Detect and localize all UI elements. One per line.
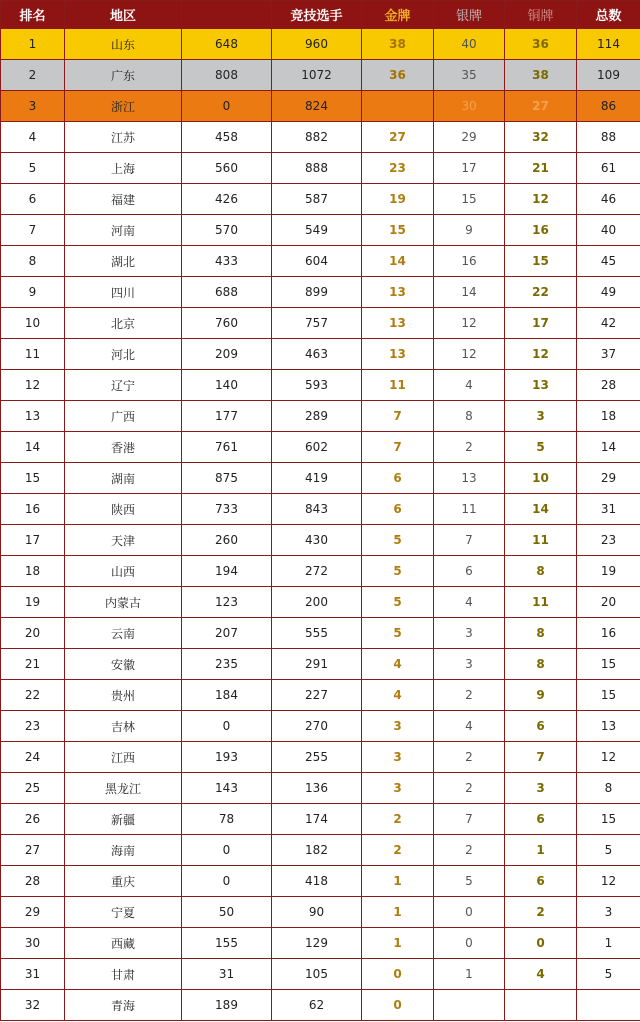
region-cell: 江西 [65,742,182,773]
bronze-cell: 3 [505,401,577,432]
total-cell: 15 [577,804,640,835]
total-cell: 20 [577,587,640,618]
value-cell: 760 [182,308,272,339]
bronze-cell: 17 [505,308,577,339]
rank-cell: 9 [1,277,65,308]
table-row [1,246,640,277]
bronze-cell: 15 [505,246,577,277]
value-cell: 0 [182,835,272,866]
region-cell: 山东 [65,29,182,60]
region-cell: 宁夏 [65,897,182,928]
bronze-cell: 6 [505,711,577,742]
bronze-cell: 8 [505,556,577,587]
athletes-cell: 899 [272,277,362,308]
total-cell: 61 [577,153,640,184]
region-cell: 上海 [65,153,182,184]
total-cell: 29 [577,463,640,494]
bronze-cell: 32 [505,122,577,153]
table-row [1,711,640,742]
region-cell: 福建 [65,184,182,215]
table-row [1,277,640,308]
bronze-cell: 14 [505,494,577,525]
value-cell: 761 [182,432,272,463]
total-cell: 28 [577,370,640,401]
total-cell: 12 [577,866,640,897]
header-silver: 银牌 [434,1,505,29]
athletes-cell: 602 [272,432,362,463]
region-cell: 河南 [65,215,182,246]
athletes-cell: 463 [272,339,362,370]
gold-cell: 5 [362,556,434,587]
value-cell: 808 [182,60,272,91]
value-cell: 194 [182,556,272,587]
value-cell: 193 [182,742,272,773]
gold-cell: 1 [362,897,434,928]
value-cell: 189 [182,990,272,1021]
silver-cell: 12 [434,339,505,370]
table-row [1,680,640,711]
value-cell: 0 [182,91,272,122]
total-cell: 8 [577,773,640,804]
value-cell: 733 [182,494,272,525]
athletes-cell: 272 [272,556,362,587]
total-cell: 5 [577,835,640,866]
region-cell: 湖北 [65,246,182,277]
athletes-cell: 824 [272,91,362,122]
table-row [1,60,640,91]
gold-cell: 27 [362,122,434,153]
silver-cell: 35 [434,60,505,91]
athletes-cell: 960 [272,29,362,60]
region-cell: 湖南 [65,463,182,494]
silver-cell: 17 [434,153,505,184]
gold-cell: 4 [362,649,434,680]
athletes-cell: 289 [272,401,362,432]
region-cell: 贵州 [65,680,182,711]
rank-cell: 6 [1,184,65,215]
rank-cell: 30 [1,928,65,959]
region-cell: 安徽 [65,649,182,680]
table-row [1,556,640,587]
silver-cell: 3 [434,618,505,649]
athletes-cell: 604 [272,246,362,277]
gold-cell: 3 [362,711,434,742]
table-row [1,91,640,122]
bronze-cell: 12 [505,184,577,215]
gold-cell: 3 [362,742,434,773]
total-cell: 42 [577,308,640,339]
gold-cell: 5 [362,525,434,556]
table-row [1,587,640,618]
bronze-cell: 6 [505,804,577,835]
bronze-cell: 16 [505,215,577,246]
rank-cell: 27 [1,835,65,866]
table-row [1,773,640,804]
athletes-cell: 430 [272,525,362,556]
value-cell: 123 [182,587,272,618]
athletes-cell: 555 [272,618,362,649]
rank-cell: 20 [1,618,65,649]
silver-cell: 13 [434,463,505,494]
region-cell: 青海 [65,990,182,1021]
silver-cell: 7 [434,804,505,835]
table-row [1,866,640,897]
athletes-cell: 418 [272,866,362,897]
region-cell: 浙江 [65,91,182,122]
gold-cell: 2 [362,804,434,835]
gold-cell: 36 [362,60,434,91]
gold-cell: 13 [362,339,434,370]
value-cell: 0 [182,711,272,742]
silver-cell: 16 [434,246,505,277]
table-row [1,618,640,649]
value-cell: 426 [182,184,272,215]
gold-cell: 5 [362,618,434,649]
rank-cell: 31 [1,959,65,990]
value-cell: 570 [182,215,272,246]
bronze-cell: 7 [505,742,577,773]
bronze-cell: 22 [505,277,577,308]
total-cell: 18 [577,401,640,432]
gold-cell: 1 [362,928,434,959]
value-cell: 155 [182,928,272,959]
silver-cell: 15 [434,184,505,215]
total-cell: 46 [577,184,640,215]
silver-cell: 5 [434,866,505,897]
gold-cell: 5 [362,587,434,618]
value-cell: 433 [182,246,272,277]
total-cell: 13 [577,711,640,742]
silver-cell: 2 [434,680,505,711]
rank-cell: 21 [1,649,65,680]
bronze-cell: 38 [505,60,577,91]
table-row [1,835,640,866]
header-row [1,1,640,29]
region-cell: 吉林 [65,711,182,742]
silver-cell: 2 [434,773,505,804]
rank-cell: 1 [1,29,65,60]
bronze-cell: 8 [505,649,577,680]
total-cell: 16 [577,618,640,649]
bronze-cell: 1 [505,835,577,866]
bronze-cell: 27 [505,91,577,122]
silver-cell: 0 [434,928,505,959]
rank-cell: 4 [1,122,65,153]
gold-cell: 13 [362,308,434,339]
total-cell: 31 [577,494,640,525]
total-cell: 14 [577,432,640,463]
rank-cell: 28 [1,866,65,897]
region-cell: 甘肃 [65,959,182,990]
gold-cell: 11 [362,370,434,401]
athletes-cell: 62 [272,990,362,1021]
bronze-cell: 36 [505,29,577,60]
total-cell: 15 [577,680,640,711]
rank-cell: 32 [1,990,65,1021]
bronze-cell: 5 [505,432,577,463]
region-cell: 天津 [65,525,182,556]
total-cell: 15 [577,649,640,680]
silver-cell: 4 [434,370,505,401]
header-rank: 排名 [1,1,65,29]
silver-cell: 1 [434,959,505,990]
region-cell: 广西 [65,401,182,432]
table-row [1,463,640,494]
value-cell: 688 [182,277,272,308]
rank-cell: 24 [1,742,65,773]
header-bronze: 铜牌 [505,1,577,29]
athletes-cell: 200 [272,587,362,618]
bronze-cell: 0 [505,928,577,959]
athletes-cell: 291 [272,649,362,680]
total-cell: 23 [577,525,640,556]
total-cell: 109 [577,60,640,91]
gold-cell: 19 [362,184,434,215]
bronze-cell: 2 [505,897,577,928]
athletes-cell: 90 [272,897,362,928]
athletes-cell: 227 [272,680,362,711]
value-cell: 648 [182,29,272,60]
rank-cell: 5 [1,153,65,184]
region-cell: 香港 [65,432,182,463]
bronze-cell: 9 [505,680,577,711]
silver-cell: 8 [434,401,505,432]
region-cell: 河北 [65,339,182,370]
value-cell: 875 [182,463,272,494]
athletes-cell: 129 [272,928,362,959]
athletes-cell: 182 [272,835,362,866]
total-cell: 40 [577,215,640,246]
value-cell: 458 [182,122,272,153]
table-row [1,897,640,928]
total-cell [577,990,640,1021]
rank-cell: 22 [1,680,65,711]
value-cell: 207 [182,618,272,649]
value-cell: 260 [182,525,272,556]
value-cell: 78 [182,804,272,835]
gold-cell: 3 [362,773,434,804]
total-cell: 12 [577,742,640,773]
rank-cell: 29 [1,897,65,928]
gold-cell [362,91,434,122]
gold-cell: 14 [362,246,434,277]
gold-cell: 6 [362,494,434,525]
gold-cell: 2 [362,835,434,866]
rank-cell: 19 [1,587,65,618]
header-total: 总数 [577,1,640,29]
gold-cell: 0 [362,990,434,1021]
gold-cell: 7 [362,401,434,432]
bronze-cell: 6 [505,866,577,897]
rank-cell: 3 [1,91,65,122]
rank-cell: 2 [1,60,65,91]
bronze-cell: 13 [505,370,577,401]
value-cell: 235 [182,649,272,680]
value-cell: 50 [182,897,272,928]
table-row [1,525,640,556]
table-body [1,29,640,1021]
table-row [1,122,640,153]
header-region: 地区 [65,1,182,29]
region-cell: 北京 [65,308,182,339]
header-col3 [182,1,272,29]
gold-cell: 0 [362,959,434,990]
region-cell: 江苏 [65,122,182,153]
header-athletes: 竞技选手 [272,1,362,29]
athletes-cell: 843 [272,494,362,525]
silver-cell: 14 [434,277,505,308]
rank-cell: 16 [1,494,65,525]
region-cell: 内蒙古 [65,587,182,618]
table-row [1,959,640,990]
athletes-cell: 888 [272,153,362,184]
silver-cell: 3 [434,649,505,680]
athletes-cell: 882 [272,122,362,153]
athletes-cell: 757 [272,308,362,339]
athletes-cell: 593 [272,370,362,401]
region-cell: 新疆 [65,804,182,835]
bronze-cell: 21 [505,153,577,184]
rank-cell: 18 [1,556,65,587]
value-cell: 140 [182,370,272,401]
silver-cell: 4 [434,587,505,618]
table-row [1,401,640,432]
table-row [1,370,640,401]
silver-cell: 30 [434,91,505,122]
total-cell: 1 [577,928,640,959]
total-cell: 19 [577,556,640,587]
value-cell: 184 [182,680,272,711]
athletes-cell: 255 [272,742,362,773]
silver-cell: 4 [434,711,505,742]
table-row [1,649,640,680]
silver-cell: 7 [434,525,505,556]
silver-cell: 12 [434,308,505,339]
value-cell: 0 [182,866,272,897]
rank-cell: 14 [1,432,65,463]
region-cell: 四川 [65,277,182,308]
gold-cell: 1 [362,866,434,897]
table-row [1,928,640,959]
total-cell: 45 [577,246,640,277]
silver-cell: 6 [434,556,505,587]
rank-cell: 26 [1,804,65,835]
silver-cell: 0 [434,897,505,928]
silver-cell [434,990,505,1021]
total-cell: 49 [577,277,640,308]
total-cell: 114 [577,29,640,60]
silver-cell: 2 [434,432,505,463]
region-cell: 重庆 [65,866,182,897]
rank-cell: 8 [1,246,65,277]
athletes-cell: 105 [272,959,362,990]
rank-cell: 23 [1,711,65,742]
table-row [1,432,640,463]
silver-cell: 11 [434,494,505,525]
silver-cell: 40 [434,29,505,60]
bronze-cell: 12 [505,339,577,370]
total-cell: 86 [577,91,640,122]
gold-cell: 15 [362,215,434,246]
region-cell: 西藏 [65,928,182,959]
region-cell: 海南 [65,835,182,866]
athletes-cell: 1072 [272,60,362,91]
table-row [1,990,640,1021]
region-cell: 云南 [65,618,182,649]
rank-cell: 12 [1,370,65,401]
silver-cell: 2 [434,835,505,866]
region-cell: 黑龙江 [65,773,182,804]
athletes-cell: 587 [272,184,362,215]
bronze-cell: 8 [505,618,577,649]
total-cell: 5 [577,959,640,990]
bronze-cell: 11 [505,525,577,556]
table-row [1,339,640,370]
gold-cell: 13 [362,277,434,308]
table-row [1,742,640,773]
region-cell: 辽宁 [65,370,182,401]
region-cell: 陕西 [65,494,182,525]
athletes-cell: 270 [272,711,362,742]
bronze-cell: 3 [505,773,577,804]
region-cell: 山西 [65,556,182,587]
athletes-cell: 549 [272,215,362,246]
total-cell: 3 [577,897,640,928]
silver-cell: 2 [434,742,505,773]
rank-cell: 17 [1,525,65,556]
bronze-cell: 10 [505,463,577,494]
table-row [1,29,640,60]
value-cell: 143 [182,773,272,804]
total-cell: 88 [577,122,640,153]
table-row [1,494,640,525]
value-cell: 177 [182,401,272,432]
bronze-cell [505,990,577,1021]
gold-cell: 4 [362,680,434,711]
athletes-cell: 174 [272,804,362,835]
silver-cell: 9 [434,215,505,246]
gold-cell: 23 [362,153,434,184]
table-row [1,153,640,184]
bronze-cell: 11 [505,587,577,618]
value-cell: 560 [182,153,272,184]
gold-cell: 38 [362,29,434,60]
silver-cell: 29 [434,122,505,153]
rank-cell: 13 [1,401,65,432]
table-row [1,215,640,246]
value-cell: 31 [182,959,272,990]
region-cell: 广东 [65,60,182,91]
athletes-cell: 419 [272,463,362,494]
table-row [1,804,640,835]
header-gold: 金牌 [362,1,434,29]
total-cell: 37 [577,339,640,370]
gold-cell: 7 [362,432,434,463]
rank-cell: 7 [1,215,65,246]
rank-cell: 10 [1,308,65,339]
rank-cell: 25 [1,773,65,804]
table-row [1,184,640,215]
bronze-cell: 4 [505,959,577,990]
table-row [1,308,640,339]
rank-cell: 11 [1,339,65,370]
rank-cell: 15 [1,463,65,494]
gold-cell: 6 [362,463,434,494]
value-cell: 209 [182,339,272,370]
athletes-cell: 136 [272,773,362,804]
